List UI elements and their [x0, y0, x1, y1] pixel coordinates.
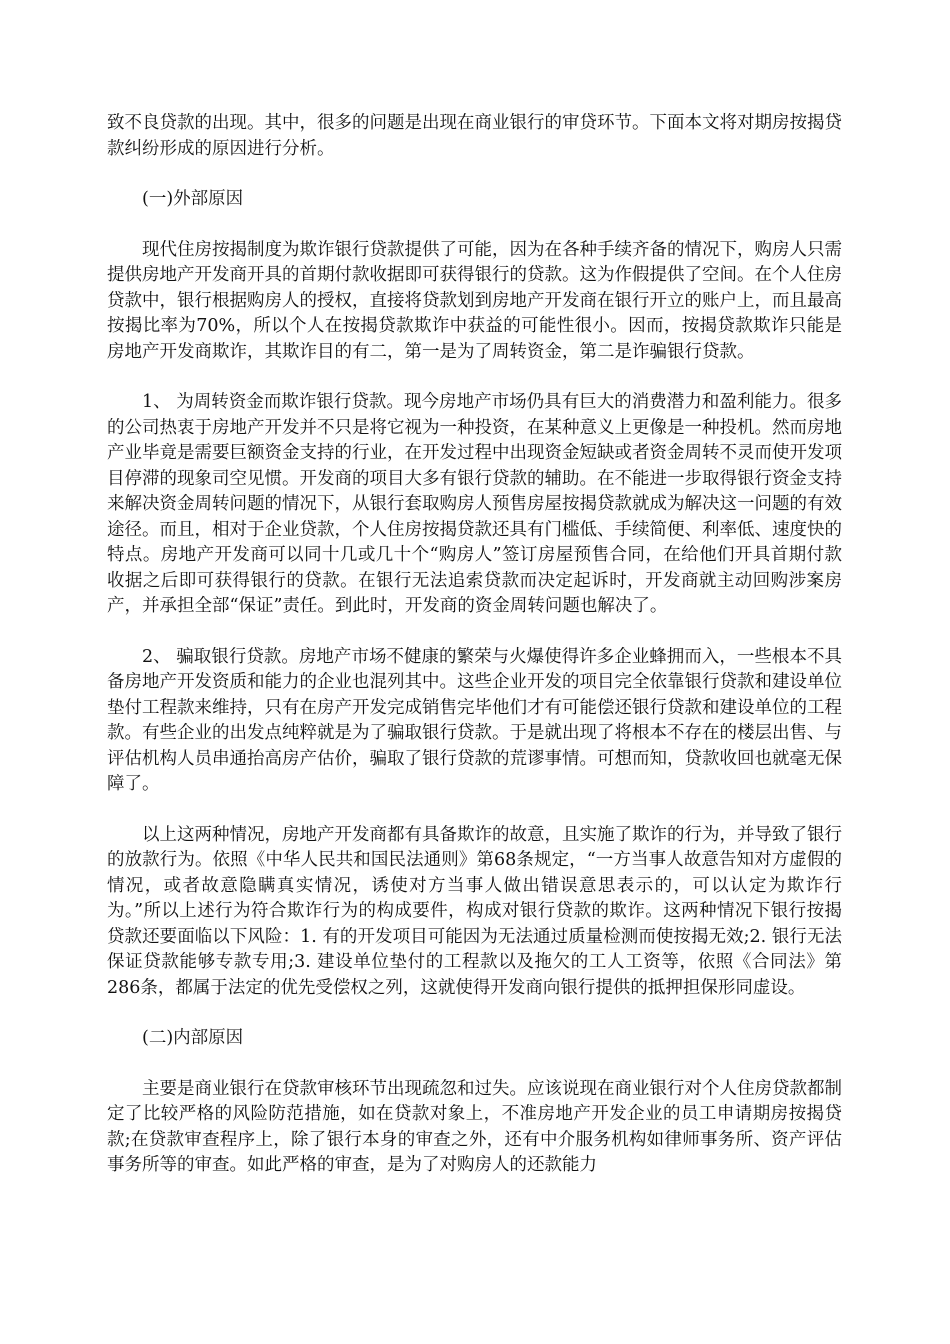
paragraph-internal-causes: 主要是商业银行在贷款审核环节出现疏忽和过失。应该说现在商业银行对个人住房贷款都制定了比较严格的风险防范措施，如在贷款对象上，不准房地产开发企业的员工申请期房按揭贷款;在贷款审查程序上，除了银行本身的审查之外，还有中介服务机构如律师事务所、资产评估事务所等的审查。如此严格的审查，是为了对购房人的还款能力	[107, 1078, 842, 1175]
paragraph-intro: 致不良贷款的出现。其中，很多的问题是出现在商业银行的审贷环节。下面本文将对期房按揭贷款纠纷形成的原因进行分析。	[107, 113, 842, 159]
document-body	[107, 111, 842, 1204]
paragraph-mortgage-system: 现代住房按揭制度为欺诈银行贷款提供了可能，因为在各种手续齐备的情况下，购房人只需提供房地产开发商开具的首期付款收据即可获得银行的贷款。这为作假提供了空间。在个人住房贷款中，银行根据购房人的授权，直接将贷款划到房地产开发商在银行开立的账户上，而且最高按揭比率为70%，所以个人在按揭贷款欺诈中获益的可能性很小。因而，按揭贷款欺诈只能是房地产开发商欺诈，其欺诈目的有二，第一是为了周转资金，第二是诈骗银行贷款。	[107, 239, 842, 362]
paragraph-point-2: 2、 骗取银行贷款。房地产市场不健康的繁荣与火爆使得许多企业蜂拥而入，一些根本不具备房地产开发资质和能力的企业也混列其中。这些企业开发的项目完全依靠银行贷款和建设单位垫付工程款来维持，只有在房产开发完成销售完毕他们才有可能偿还银行贷款和建设单位的工程款。有些企业的出发点纯粹就是为了骗取银行贷款。于是就出现了将根本不存在的楼层出售、与评估机构人员串通抬高房产估价，骗取了银行贷款的荒谬事情。可想而知，贷款收回也就毫无保障了。	[107, 646, 842, 794]
paragraph-point-1: 1、 为周转资金而欺诈银行贷款。现今房地产市场仍具有巨大的消费潜力和盈利能力。很多的公司热衷于房地产开发并不只是将它视为一种投资，在某种意义上更像是一种投机。然而房地产业毕竟是需要巨额资金支持的行业，在开发过程中出现资金短缺或者资金周转不灵而使开发项目停滞的现象司空见惯。开发商的项目大多有银行贷款的辅助。在不能进一步取得银行资金支持来解决资金周转问题的情况下，从银行套取购房人预售房屋按揭贷款就成为解决这一问题的有效途径。而且，相对于企业贷款，个人住房按揭贷款还具有门槛低、手续简便、利率低、速度快的特点。房地产开发商可以同十几或几十个“购房人”签订房屋预售合同，在给他们开具首期付款收据之后即可获得银行的贷款。在银行无法追索贷款而决定起诉时，开发商就主动回购涉案房产，并承担全部“保证”责任。到此时，开发商的资金周转问题也解决了。	[107, 392, 842, 616]
paragraph-fraud-analysis: 以上这两种情况，房地产开发商都有具备欺诈的故意，且实施了欺诈的行为，并导致了银行的放款行为。依照《中华人民共和国民法通则》第68条规定，“一方当事人故意告知对方虚假的情况，或者故意隐瞒真实情况，诱使对方当事人做出错误意思表示的，可以认定为欺诈行为。”所以上述行为符合欺诈行为的构成要件，构成对银行贷款的欺诈。这两种情况下银行按揭贷款还要面临以下风险：1. 有的开发项目可能因为无法通过质量检测而使按揭无效;2. 银行无法保证贷款能够专款专用;3. 建设单位垫付的工程款以及拖欠的工人工资等，依照《合同法》第286条，都属于法定的优先受偿权之列，这就使得开发商向银行提供的抵押担保形同虚设。	[107, 824, 842, 998]
section-heading-internal-causes: (二)内部原因	[142, 1028, 244, 1048]
section-heading-external-causes: (一)外部原因	[142, 189, 244, 209]
